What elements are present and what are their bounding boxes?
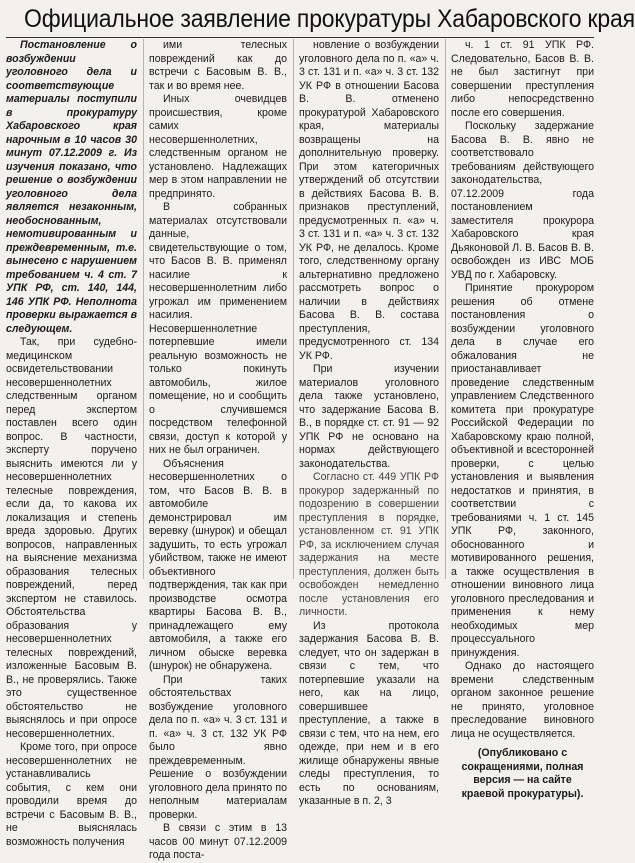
column-divider [445, 39, 446, 579]
text-column-4 [451, 39, 594, 800]
article-paragraph: Однако до настоящего времени следственным органом законное решение не принято, уголовное преследование виновного лица не осуществляется. [451, 660, 594, 740]
article-paragraph: Так, при судебно-медицинском освидетельствовании несовершеннолетних следственным органом перед экспертом поставлен всего один вопрос. В частности, эксперту поручено выяснить имеются ли у несовершеннолетних телесные повреждения, если да, то какова их локализация и степень вреда здоровью. Других вопросов, направленных на выяснение механизма образования телесных повреждений, перед экспертом не ставилось. Обстоятельства образования у несовершеннолетних телесных повреждений, изложенные Басовым В. В., не проверялись. Также это существенное обстоятельство не выяснялось и при опросе несовершеннолетних. [6, 336, 137, 740]
headline-rule [6, 37, 594, 38]
article-paragraph: Поскольку задержание Басова В. В. явно не соответствовало требованиям действующего законодательства, 07.12.2009 года постановлением заместителя прокурора Хабаровского края Дьяконовой Л. В. Басов В. В. освобожден из ИВС МОБ УВД по г. Хабаровску. [451, 120, 594, 281]
article-paragraph: ими телесных повреждений как до встречи с Басовым В. В., так и во время нее. [149, 39, 287, 92]
column-divider [143, 39, 144, 579]
article-paragraph: ч. 1 ст. 91 УПК РФ. Следовательно, Басов В. В. не был застигнут при совершении преступления либо непосредственно после его совершения. [451, 39, 594, 119]
article-paragraph: При изучении материалов уголовного дела также установлено, что задержание Басова В. В., в порядке ст. ст. 91 — 92 УПК РФ не основано на нормах действующего законодательства. [299, 363, 439, 470]
text-column-1 [6, 39, 137, 848]
article-headline: Официальное заявление прокуратуры Хабаровского края [24, 5, 635, 33]
column-divider [293, 39, 294, 579]
article-paragraph: Постановление о возбуждении уголовного дела и соответствующие материалы поступили в прокуратуру Хабаровского края нарочным в 10 часов 30 минут 07.12.2009 г. Из изучения показано, что решение о возбуждении уголовного дела является незаконным, необоснованным, немотивированным и преждевременным, т.е. вынесено с нарушением требованием ч. 4 ст. 7 УПК РФ, ст. 140, 144, 146 УПК РФ. Неполнота проверки выражается в следующем. [6, 39, 137, 335]
article-paragraph: При таких обстоятельствах возбуждение уголовного дела по п. «а» ч. 3 ст. 131 и п. «а» ч. 3 ст. 132 УК РФ было явно преждевременным. Решение о возбуждении уголовного дела принято по неполным материалам проверки. [149, 673, 287, 821]
article-paragraph: новление о возбуждении уголовного дела по п. «а» ч. 3 ст. 131 и п. «а» ч. 3 ст. 132 УК РФ в отношении Басова В. В. отменено прокуратурой Хабаровского края, материалы возвращены на дополнительную проверку. При этом категоричных утверждений об отсутствии в действиях Басова В. В. признаков преступлений, предусмотренных п. «а» ч. 3 ст. 131 и п. «а» ч. 3 ст. 132 УК РФ, не делалось. Кроме того, следственному органу альтернативно предложено рассмотреть вопрос о наличии в действиях Басова В. В. состава преступления, предусмотренного ст. 134 УК РФ. [299, 39, 439, 362]
text-column-3 [299, 39, 439, 807]
article-paragraph: Согласно ст. 449 УПК РФ прокурор задержанный по подозрению в совершении преступления в порядке, установленном ст. 91 УПК РФ, за исключением случая задержания на месте преступления, должен быть освобожден немедленно после установления его личности. [299, 471, 439, 618]
article-paragraph: Из протокола задержания Басова В. В. следует, что он задержан в связи с тем, что потерпевшие указали на него, как на лицо, совершившее преступление, а также в связи с тем, что на нем, его одежде, при нем и в его жилище обнаружены явные следы преступления, то есть по основаниям, указанные в п. 2, 3 [299, 619, 439, 807]
article-paragraph: Кроме того, при опросе несовершеннолетних не устанавливались события, с кем они проводили время до встречи с Басовым В. В., не выяснялась возможность получения [6, 741, 137, 848]
article-paragraph: Принятие прокурором решения об отмене постановления о возбуждении уголовного дела в случае его обжалования не приостанавливает проведение следственным управлением Следственного комитета при прокуратуре Российской Федерации по Хабаровскому краю полной, объективной и всесторонней проверки, с целью установления и выявления недостатков и принятия, в соответствии с требованиями ч. 1 ст. 145 УПК РФ, законного, обоснованного и мотивированного решения, а также осуществления в отношении виновного лица уголовного преследования и применения к нему необходимых мер процессуального принуждения. [451, 282, 594, 659]
text-column-2 [149, 39, 287, 861]
article-paragraph: В собранных материалах отсутствовали данные, свидетельствующие о том, что Басов В. В. применял насилие к несовершеннолетним либо угрожал им применением насилия. Несовершеннолетние потерпевшие имели реальную возможность не только покинуть автомобиль, жилое помещение, но и сообщить о случившемся посредством телефонной связи, доступ к которой у них не был ограничен. [149, 201, 287, 456]
article-paragraph: В связи с этим в 13 часов 00 минут 07.12.2009 года поста- [149, 822, 287, 861]
publication-note: (Опубликовано с сокращениями, полная версия — на сайте краевой прокуратуры). [461, 747, 584, 800]
article-paragraph: Иных очевидцев происшествия, кроме самих несовершеннолетних, следственным органом не установлено. Надлежащих мер в этом направлении не предпринято. [149, 93, 287, 200]
article-paragraph: Объяснения несовершеннолетних о том, что Басов В. В. в автомобиле демонстрировал им веревку (шнурок) и обещал задушить, то есть угрожал убийством, также не имеют объективного подтверждения, так как при производстве осмотра квартиры Басова В. В., принадлежащего ему автомобиля, а также его личном обыске веревка (шнурок) не обнаружена. [149, 457, 287, 672]
